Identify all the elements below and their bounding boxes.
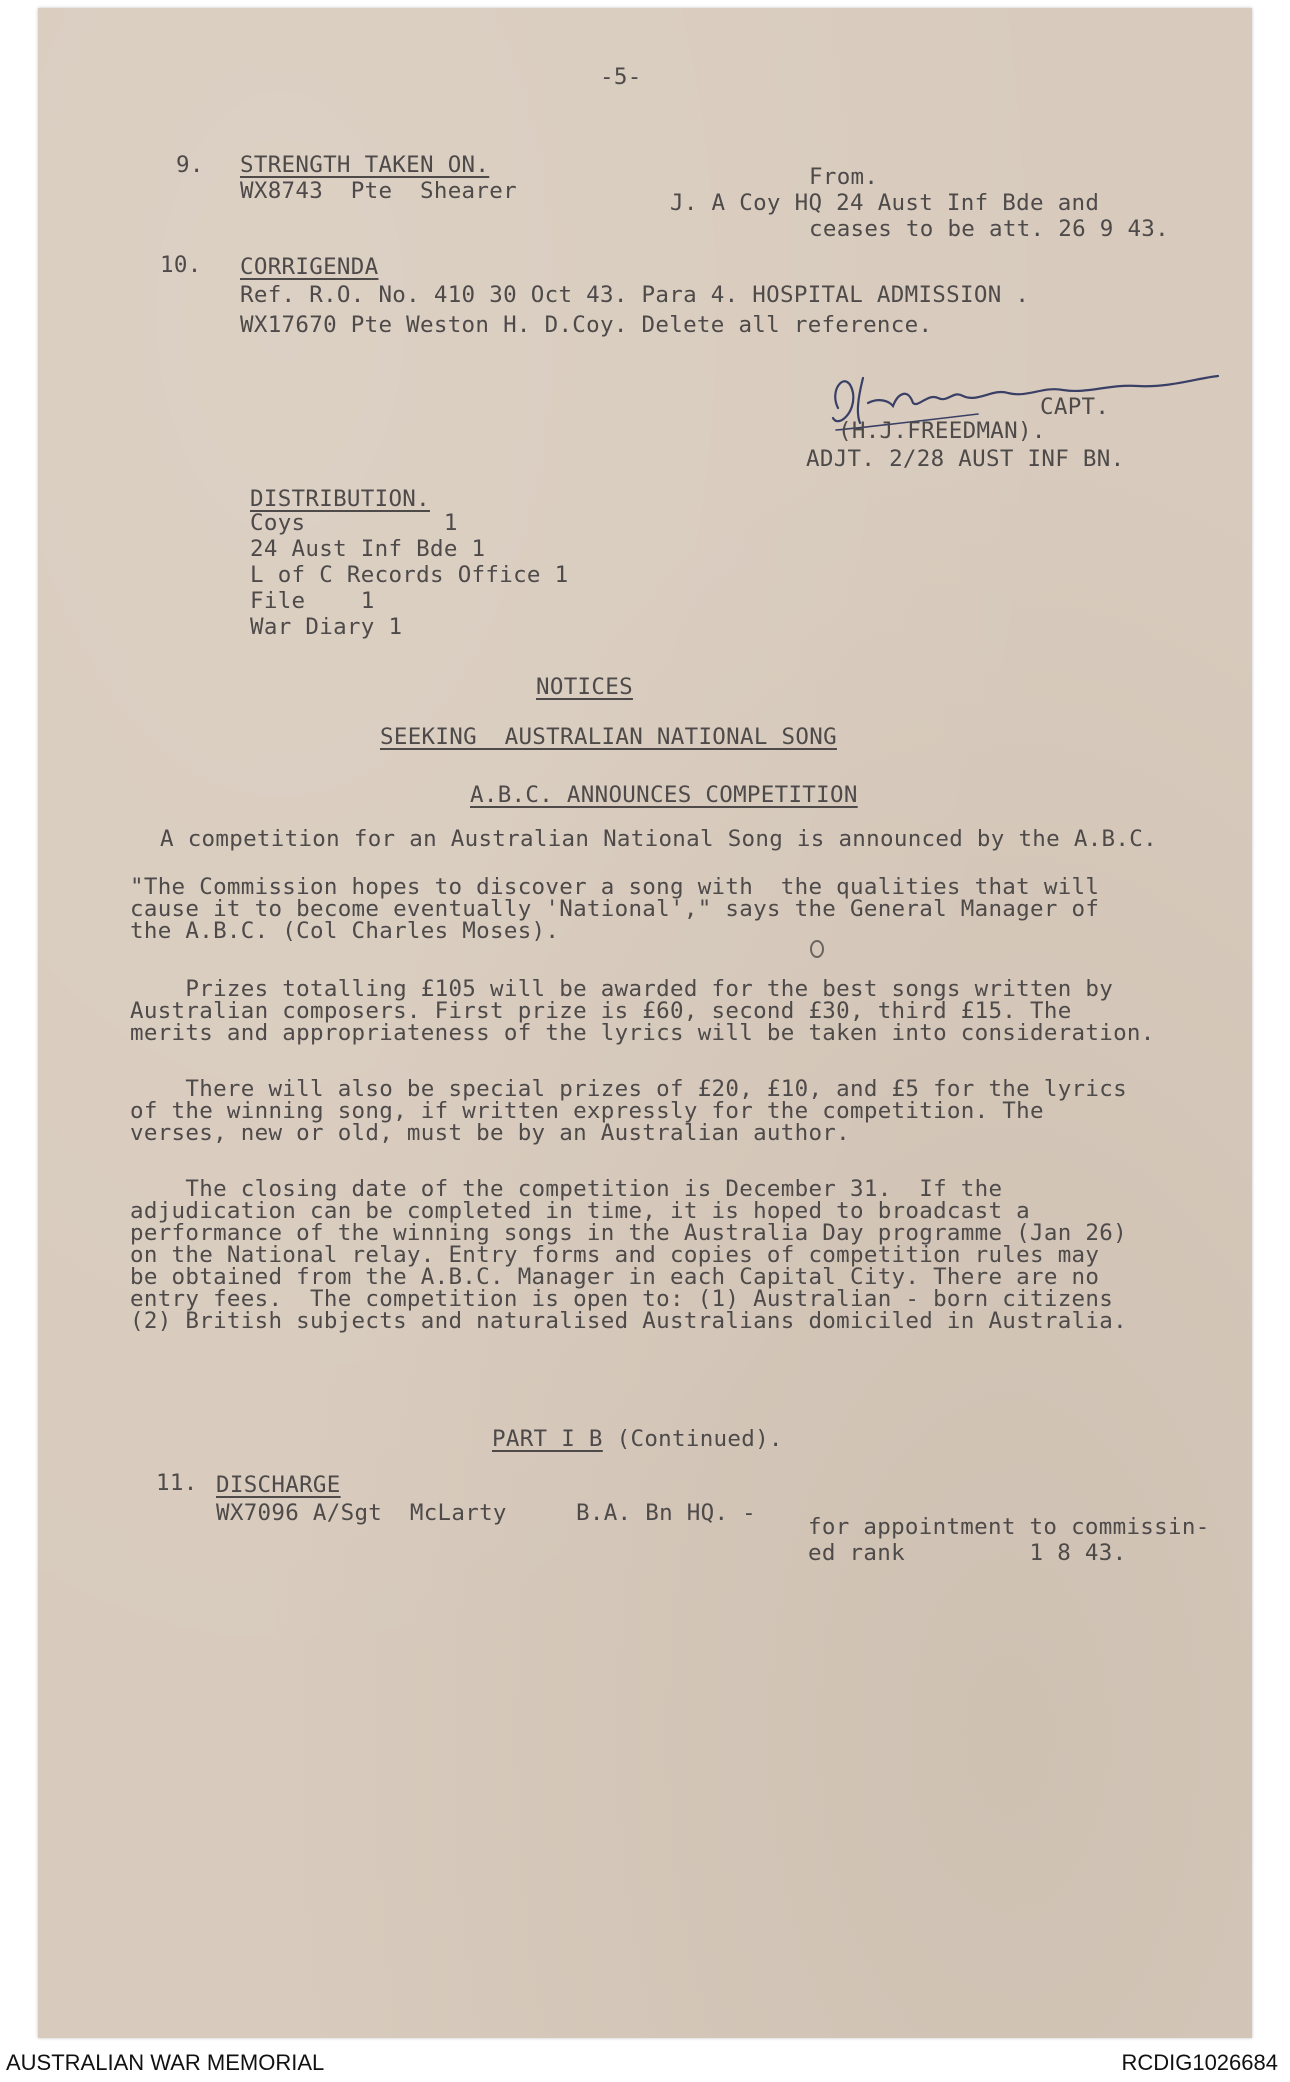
part-ib-heading-line (492, 1426, 783, 1453)
paragraph-line: The closing date of the competition is December 31. If the (130, 1176, 1003, 1202)
paragraph-line: (2) British subjects and naturalised Australians domiciled in Australia. (130, 1308, 1127, 1334)
section-10-number: 10. (160, 252, 202, 278)
paragraph-line: be obtained from the A.B.C. Manager in each Capital City. There are no (130, 1264, 1100, 1290)
section-9-from-line1: J. A Coy HQ 24 Aust Inf Bde and (670, 190, 1100, 216)
paragraph-line: "The Commission hopes to discover a song with the qualities that will (130, 874, 1100, 900)
section-9-from-line2: ceases to be att. 26 9 43. (809, 216, 1169, 242)
paragraph-line: Prizes totalling £105 will be awarded for the best songs written by (130, 976, 1114, 1002)
paragraph-line: cause it to become eventually 'National'," says the General Manager of (130, 896, 1100, 922)
section-10-line2: WX17670 Pte Weston H. D.Coy. Delete all reference. (240, 312, 933, 338)
footer-archive-name: AUSTRALIAN WAR MEMORIAL (6, 2050, 325, 2075)
section-9-from-label: From. (809, 164, 879, 190)
paragraph-line: entry fees. The competition is open to: (1) Australian - born citizens (130, 1286, 1114, 1312)
section-9-entry: WX8743 Pte Shearer (240, 178, 517, 204)
paragraph-line: There will also be special prizes of £20, £10, and £5 for the lyrics (130, 1076, 1127, 1102)
signature-name: (H.J.FREEDMAN). (838, 418, 1046, 444)
paragraph-line: merits and appropriateness of the lyrics will be taken into consideration. (130, 1020, 1155, 1046)
section-9-number: 9. (176, 152, 204, 178)
paragraph-line: performance of the winning songs in the Australia Day programme (Jan 26) (130, 1220, 1127, 1246)
section-10-heading: CORRIGENDA (240, 254, 379, 280)
signature-title: ADJT. 2/28 AUST INF BN. (806, 446, 1125, 472)
notices-subheading-2: A.B.C. ANNOUNCES COMPETITION (470, 782, 858, 808)
paragraph-line: adjudication can be completed in time, it is hoped to broadcast a (130, 1198, 1030, 1224)
paragraph-line: verses, new or old, must be by an Australian author. (130, 1120, 850, 1146)
distribution-line: Coys 1 (250, 510, 458, 536)
section-11-heading: DISCHARGE (216, 1472, 341, 1498)
distribution-line: War Diary 1 (250, 614, 403, 640)
distribution-line: 24 Aust Inf Bde 1 (250, 536, 486, 562)
document-page (38, 8, 1252, 2038)
section-11-entry: WX7096 A/Sgt McLarty B.A. Bn HQ. - (216, 1500, 756, 1526)
notices-subheading: SEEKING AUSTRALIAN NATIONAL SONG (380, 724, 837, 750)
notices-heading: NOTICES (536, 674, 633, 700)
section-11-reason-line2: ed rank 1 8 43. (808, 1540, 1127, 1566)
section-11-reason-line1: for appointment to commissin- (808, 1514, 1210, 1540)
punch-hole-mark (810, 940, 824, 958)
distribution-line: L of C Records Office 1 (250, 562, 569, 588)
section-11-number: 11. (156, 1470, 198, 1496)
signature-rank: CAPT. (1040, 394, 1110, 420)
distribution-heading: DISTRIBUTION. (250, 486, 430, 512)
paragraph-line: the A.B.C. (Col Charles Moses). (130, 918, 560, 944)
section-9-heading: STRENGTH TAKEN ON. (240, 152, 490, 178)
part-ib-continued: (Continued). (602, 1426, 783, 1452)
paragraph-line: of the winning song, if written expressly for the competition. The (130, 1098, 1044, 1124)
distribution-line: File 1 (250, 588, 375, 614)
footer-record-id: RCDIG1026684 (1121, 2050, 1278, 2075)
page-number: -5- (600, 64, 642, 90)
paragraph-line: on the National relay. Entry forms and copies of competition rules may (130, 1242, 1100, 1268)
section-10-line1: Ref. R.O. No. 410 30 Oct 43. Para 4. HOSPITAL ADMISSION . (240, 282, 1030, 308)
part-ib-heading: PART I B (492, 1426, 603, 1452)
notices-intro: A competition for an Australian National Song is announced by the A.B.C. (160, 826, 1157, 852)
paragraph-line: Australian composers. First prize is £60, second £30, third £15. The (130, 998, 1072, 1024)
